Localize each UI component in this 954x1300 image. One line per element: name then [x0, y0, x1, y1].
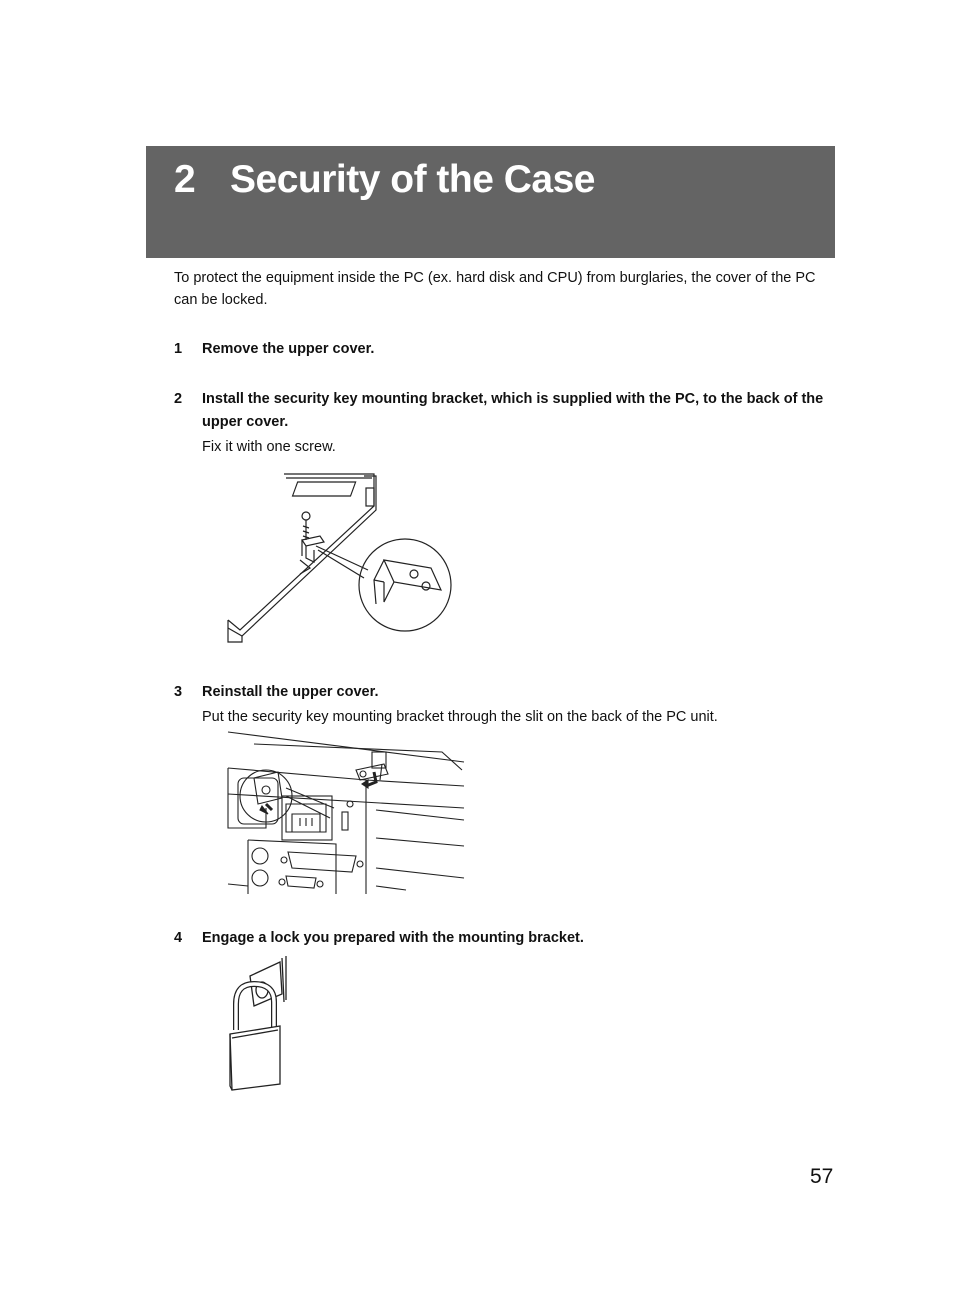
intro-paragraph: To protect the equipment inside the PC (ex. hard disk and CPU) from burglaries, the cover of the PC can be locked.: [174, 270, 816, 308]
reinstall-cover-illustration: [226, 728, 466, 900]
step-title: Install the security key mounting bracket, which is supplied with the PC, to the back of the upper cover.: [202, 391, 824, 430]
step-2: [174, 388, 839, 459]
step-4: [174, 927, 839, 950]
chapter-banner: [146, 146, 835, 258]
step-1: [174, 338, 839, 361]
step-title: Remove the upper cover.: [202, 341, 375, 357]
bracket-mounting-illustration: [226, 470, 456, 648]
step-description: Fix it with one screw.: [202, 439, 336, 455]
step-title: Engage a lock you prepared with the mounting bracket.: [202, 930, 584, 946]
step-description: Put the security key mounting bracket through the slit on the back of the PC unit.: [202, 709, 718, 725]
step-number: 1: [174, 341, 183, 357]
step-number: 3: [174, 684, 183, 700]
padlock-illustration: [224, 954, 290, 1094]
step-3: [174, 681, 839, 729]
chapter-number: 2: [174, 158, 196, 201]
step-number: 2: [174, 391, 183, 407]
chapter-title: Security of the Case: [230, 158, 595, 201]
step-title: Reinstall the upper cover.: [202, 684, 379, 700]
step-number: 4: [174, 930, 183, 946]
page-number: 57: [810, 1165, 834, 1188]
